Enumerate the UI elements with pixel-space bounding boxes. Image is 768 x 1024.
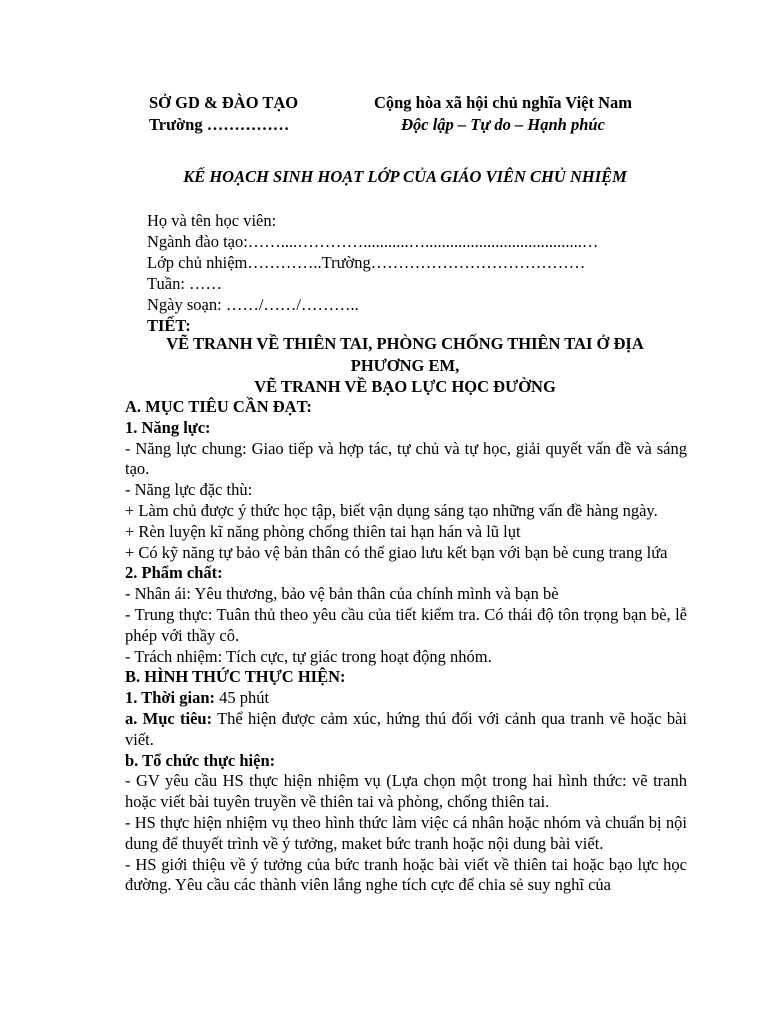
section-b-heading: B. HÌNH THỨC THỰC HIỆN: (125, 667, 346, 687)
paragraph: - Trách nhiệm: Tích cực, tự giác trong hoạt động nhóm. (125, 646, 492, 666)
paragraph: + Có kỹ năng tự bảo vệ bản thân có thể giao lưu kết bạn với bạn bè cung trang lứa (125, 542, 668, 562)
lesson-subject (140, 333, 670, 398)
class-field: Lớp chủ nhiệm…………..Trường………………………………… (147, 253, 586, 272)
time-value: 45 phút (215, 688, 270, 708)
paragraph: - HS thực hiện nhiệm vụ theo hình thức làm việc cá nhân hoặc nhóm và chuẩn bị nội dung để thuyết trình về ý tưởng, maket bức tranh hoặc nội dung bài viết. (125, 812, 687, 853)
paragraph: - HS giới thiệu về ý tưởng của bức tranh hoặc bài viết về thiên tai hoặc bạo lực học đường. Yêu cầu các thành viên lắng nghe tích cực để chia sẻ suy nghĩ của (125, 854, 687, 895)
paragraph: + Rèn luyện kĩ năng phòng chống thiên tai hạn hán và lũ lụt (125, 521, 521, 541)
week-field: Tuần: …… (147, 274, 223, 293)
objective-line (125, 709, 687, 751)
time-line (125, 688, 687, 709)
period-field: TIẾT: (147, 316, 191, 335)
student-field: Họ và tên học viên: (147, 211, 277, 230)
section-a2-heading: 2. Phẩm chất: (125, 563, 223, 583)
national-motto: Độc lập – Tự do – Hạnh phúc (401, 115, 605, 134)
school-name: Trường …………… (149, 115, 290, 134)
national-title: Cộng hòa xã hội chủ nghĩa Việt Nam (373, 93, 633, 112)
paragraph: + Làm chủ được ý thức học tập, biết vận dụng sáng tạo những vấn đề hàng ngày. (125, 500, 658, 520)
info-block (147, 210, 667, 336)
paragraph: - Năng lực đặc thù: (125, 480, 253, 500)
objective-value: Thể hiện được cảm xúc, hứng thú đối với cảnh qua tranh vẽ hoặc bài viết. (125, 708, 687, 749)
date-field: Ngày soạn: ……/……/……….. (147, 295, 359, 314)
subject-line-1: VẼ TRANH VỀ THIÊN TAI, PHÒNG CHỐNG THIÊN TAI Ở ĐỊA PHƯƠNG EM, (166, 334, 644, 375)
document-body (125, 397, 687, 896)
major-field: Ngành đào tạo:……....…………...........…......................................… (147, 232, 599, 251)
time-label: 1. Thời gian: (125, 688, 215, 708)
department-name: SỞ GD & ĐÀO TẠO (149, 93, 299, 112)
organization-heading: b. Tổ chức thực hiện: (125, 750, 276, 770)
paragraph: - Nhân ái: Yêu thương, bảo vệ bản thân của chính mình và bạn bè (125, 584, 559, 604)
paragraph: - Trung thực: Tuân thủ theo yêu cầu của tiết kiểm tra. Có thái độ tôn trọng bạn bè, lễ phép với thầy cô. (125, 604, 687, 645)
paragraph: - Năng lực chung: Giao tiếp và hợp tác, tự chủ và tự học, giải quyết vấn đề và sáng tạo. (125, 438, 687, 479)
section-a1-heading: 1. Năng lực: (125, 417, 211, 437)
document-title: KẾ HOẠCH SINH HOẠT LỚP CỦA GIÁO VIÊN CHỦ NHIỆM (183, 167, 627, 186)
objective-label: a. Mục tiêu: (125, 708, 213, 728)
section-a-heading: A. MỤC TIÊU CẦN ĐẠT: (125, 397, 312, 416)
subject-line-2: VẼ TRANH VỀ BẠO LỰC HỌC ĐƯỜNG (254, 377, 556, 396)
paragraph: - GV yêu cầu HS thực hiện nhiệm vụ (Lựa chọn một trong hai hình thức: vẽ tranh hoặc viết bài tuyên truyền về thiên tai và phòng, chống thiên tai. (125, 771, 687, 812)
